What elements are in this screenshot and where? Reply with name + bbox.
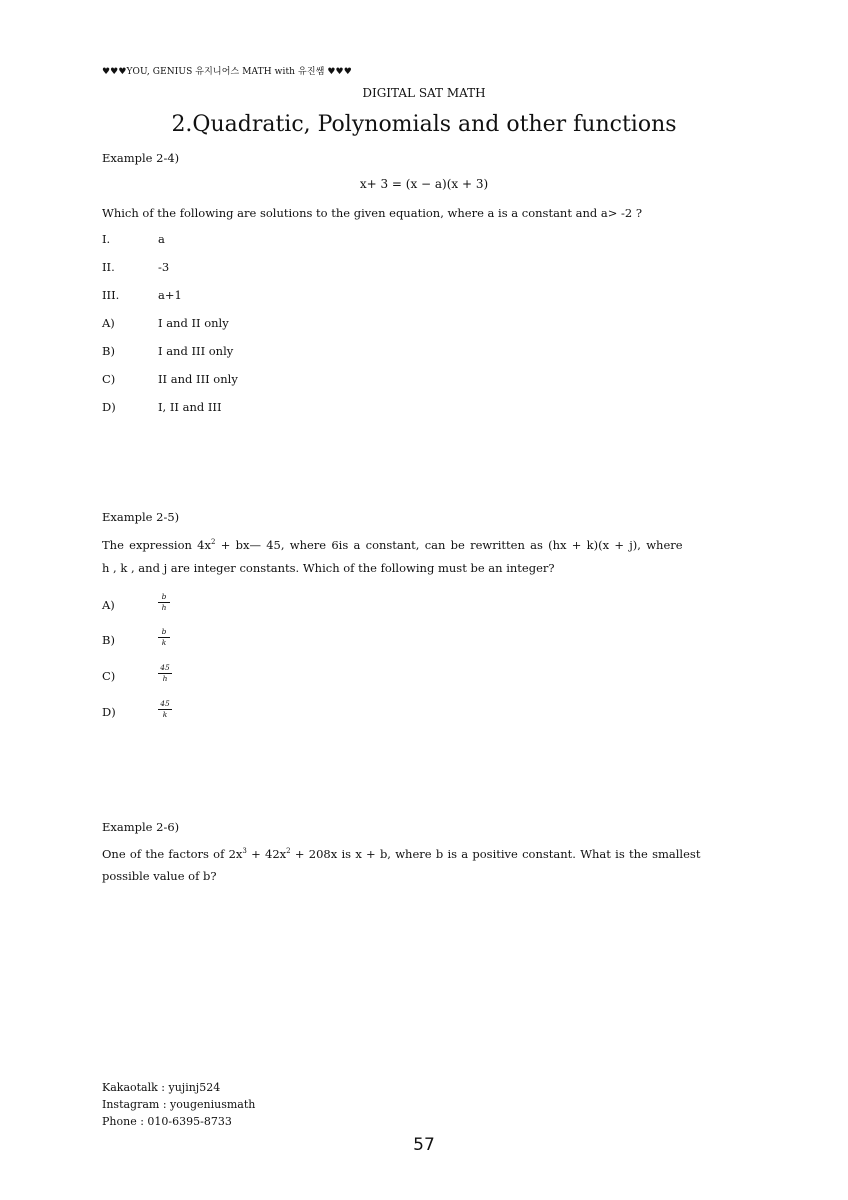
page-title: 2.Quadratic, Polynomials and other functions [171,112,677,137]
exponent: 2 [210,538,216,546]
example-5-question-line-2: h , k , and j are integer constants. Which of the following must be an integer? [102,561,555,575]
answer-option-key: A) [102,598,115,612]
statement-value: -3 [158,260,170,274]
example-6-question-line-1 [102,843,746,866]
statement-value: a [158,232,165,246]
question-math: 4x [197,538,211,552]
question-text: The expression [102,538,198,552]
answer-option-key: B) [102,344,115,358]
statement-key: II. [102,260,115,274]
example-4-label: Example 2-4) [102,151,180,165]
answer-option-key: B) [102,633,115,647]
subtitle-text: DIGITAL SAT MATH [362,86,486,100]
answer-option-value: I and II only [158,316,229,330]
question-text: + bx— 45, where 6is a constant, can be rewritten as (hx + k)(x + j), where [215,538,683,552]
statement-key: I. [102,232,111,246]
document-subtitle [0,86,848,100]
fraction-numerator: 45 [160,663,170,672]
example-6-label: Example 2-6) [102,820,180,834]
fraction-option-d [158,700,172,719]
fraction-option-b [158,628,170,647]
fraction-option-c [158,664,172,683]
answer-option-value: I and III only [158,344,234,358]
answer-option-key: A) [102,316,115,330]
example-5-label: Example 2-5) [102,510,180,524]
fraction-numerator: b [161,592,167,601]
fraction-denominator: k [161,638,167,647]
fraction-denominator: h [161,603,167,612]
header-tagline: ♥♥♥YOU, GENIUS 유지니어스 MATH with 유진쌤 ♥♥♥ [102,67,352,77]
question-text: One of the factors of 2x [102,847,243,861]
question-text: + 42x [246,847,287,861]
example-4-equation: x+ 3 = (x − a)(x + 3) [359,177,489,191]
exponent: 3 [242,847,247,855]
fraction-option-a [158,593,170,612]
statement-value: a+1 [158,288,182,302]
answer-option-value: I, II and III [158,400,222,414]
fraction-denominator: h [162,674,168,683]
statement-key: III. [102,288,120,302]
footer-phone: Phone : 010-6395-8733 [102,1115,232,1128]
question-text: + 208x is x + b, where b is a positive constant. What is the smallest [290,847,701,861]
exponent: 2 [286,847,291,855]
answer-option-key: C) [102,669,116,683]
footer-instagram: Instagram : yougeniusmath [102,1098,256,1111]
page-number: 57 [413,1135,435,1155]
answer-option-key: D) [102,400,116,414]
fraction-numerator: 45 [160,699,170,708]
example-6-question-line-2: possible value of b? [102,869,217,883]
fraction-numerator: b [161,627,167,636]
answer-option-key: D) [102,705,116,719]
answer-option-value: II and III only [158,372,238,386]
fraction-denominator: k [162,710,168,719]
answer-option-key: C) [102,372,116,386]
example-5-question-line-1 [102,534,746,557]
example-4-question: Which of the following are solutions to the given equation, where a is a constant and a> -2 ? [102,206,643,220]
footer-kakaotalk: Kakaotalk : yujinj524 [102,1081,221,1094]
